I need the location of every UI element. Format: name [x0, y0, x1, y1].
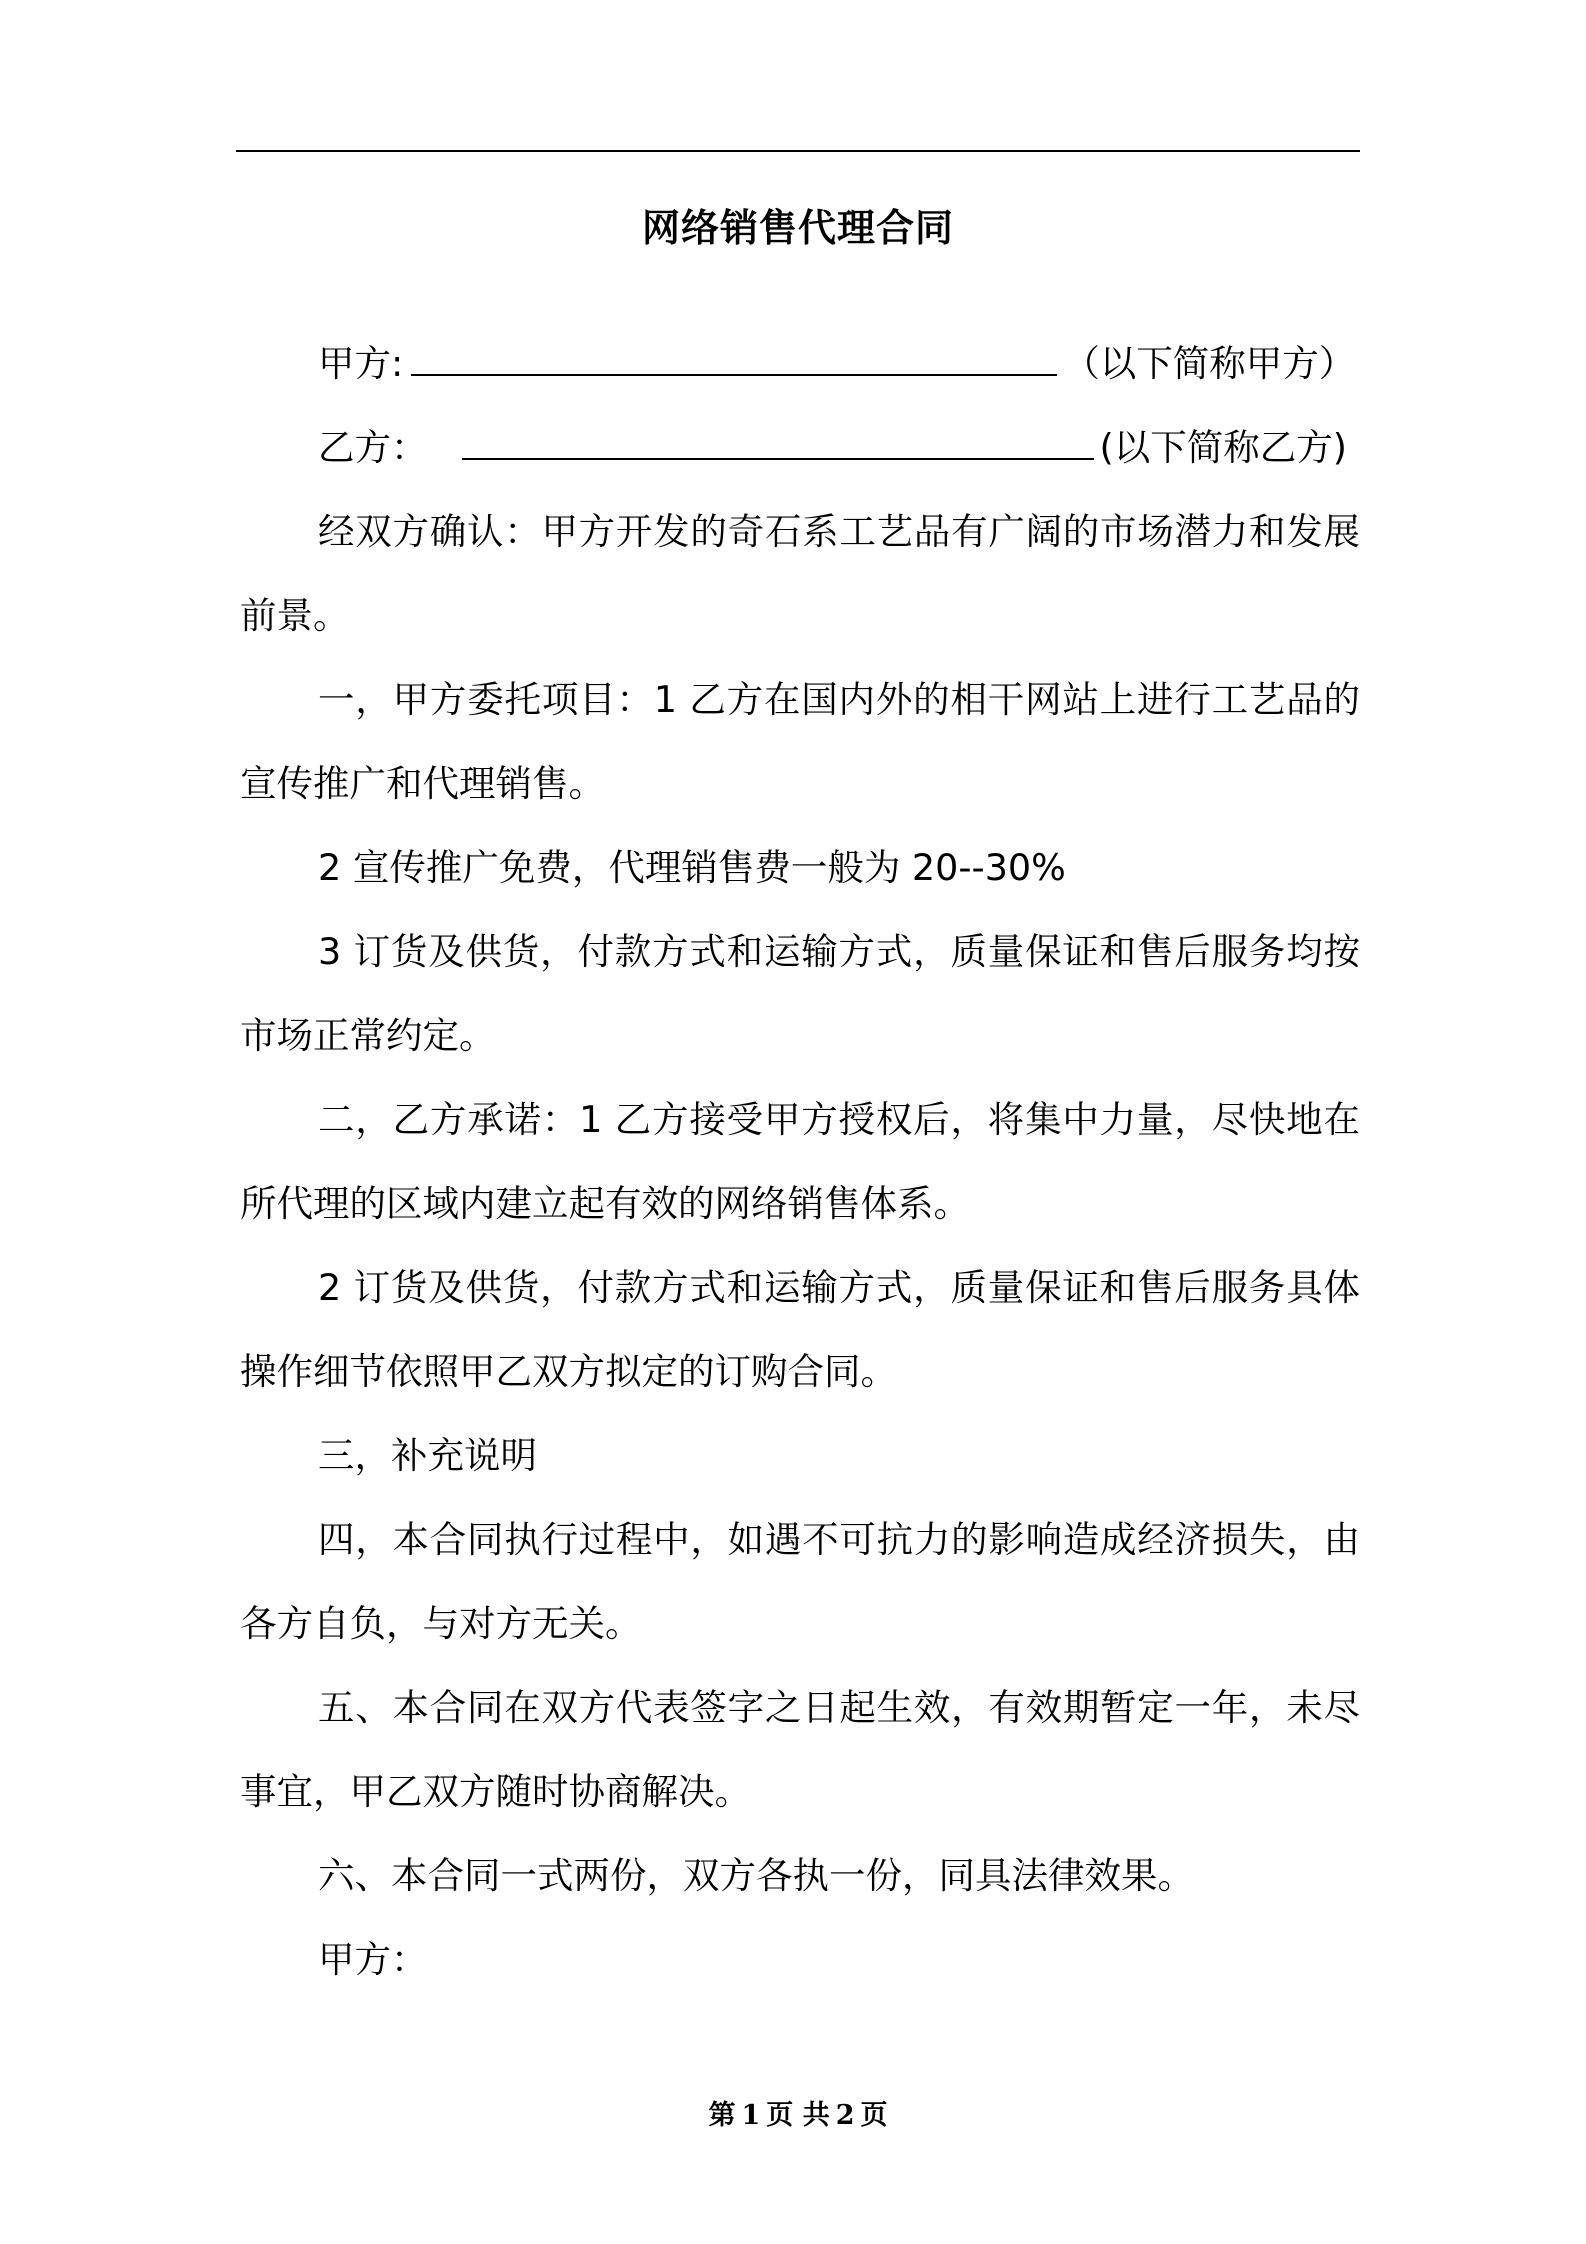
page-number-footer — [236, 2096, 1360, 2136]
paragraph-clause-6: 六、本合同一式两份，双方各执一份，同具法律效果。 — [318, 1854, 1194, 1897]
party-b-label: 乙方： — [318, 426, 428, 469]
party-b-blank — [462, 438, 1094, 460]
paragraph-clause-1-item-2: 2 宣传推广免费，代理销售费一般为 20--30% — [318, 846, 1066, 889]
page-suffix: 页 — [860, 2100, 888, 2131]
paragraph-clause-1-item-1: 一，甲方委托项目：1 乙方在国内外的相干网站上进行工艺品的宣传推广和代理销售。 — [240, 678, 1360, 805]
total-pages: 2 — [835, 2100, 855, 2131]
document-title: 网络销售代理合同 — [641, 206, 954, 250]
paragraph-confirmation: 经双方确认：甲方开发的奇石系工艺品有广阔的市场潜力和发展前景。 — [240, 510, 1360, 637]
party-a-suffix: （以下简称甲方） — [1063, 342, 1356, 385]
signature-party-a: 甲方： — [318, 1938, 428, 1981]
paragraph-clause-2-item-1: 二，乙方承诺：1 乙方接受甲方授权后，将集中力量，尽快地在所代理的区域内建立起有效的网络销售体系。 — [240, 1098, 1360, 1225]
page-mid: 页 共 — [766, 2100, 830, 2131]
party-a-label: 甲方: — [318, 342, 404, 385]
page-prefix: 第 — [708, 2100, 736, 2131]
paragraph-clause-2-item-2: 2 订货及供货，付款方式和运输方式，质量保证和售后服务具体操作细节依照甲乙双方拟定的订购合同。 — [240, 1266, 1360, 1393]
paragraph-clause-5: 五、本合同在双方代表签字之日起生效，有效期暂定一年，未尽事宜，甲乙双方随时协商解决。 — [240, 1686, 1360, 1813]
paragraph-clause-4: 四，本合同执行过程中，如遇不可抗力的影响造成经济损失，由各方自负，与对方无关。 — [240, 1518, 1360, 1645]
document-body — [240, 322, 1360, 2002]
party-a-blank — [411, 354, 1057, 376]
party-a-line — [240, 322, 1360, 406]
paragraph-clause-1-item-3: 3 订货及供货，付款方式和运输方式，质量保证和售后服务均按市场正常约定。 — [240, 930, 1360, 1057]
paragraph-clause-3: 三，补充说明 — [318, 1434, 537, 1477]
current-page: 1 — [741, 2100, 761, 2131]
party-b-line — [240, 406, 1360, 490]
party-b-suffix: (以下简称乙方) — [1099, 426, 1347, 469]
header-rule — [236, 150, 1360, 152]
